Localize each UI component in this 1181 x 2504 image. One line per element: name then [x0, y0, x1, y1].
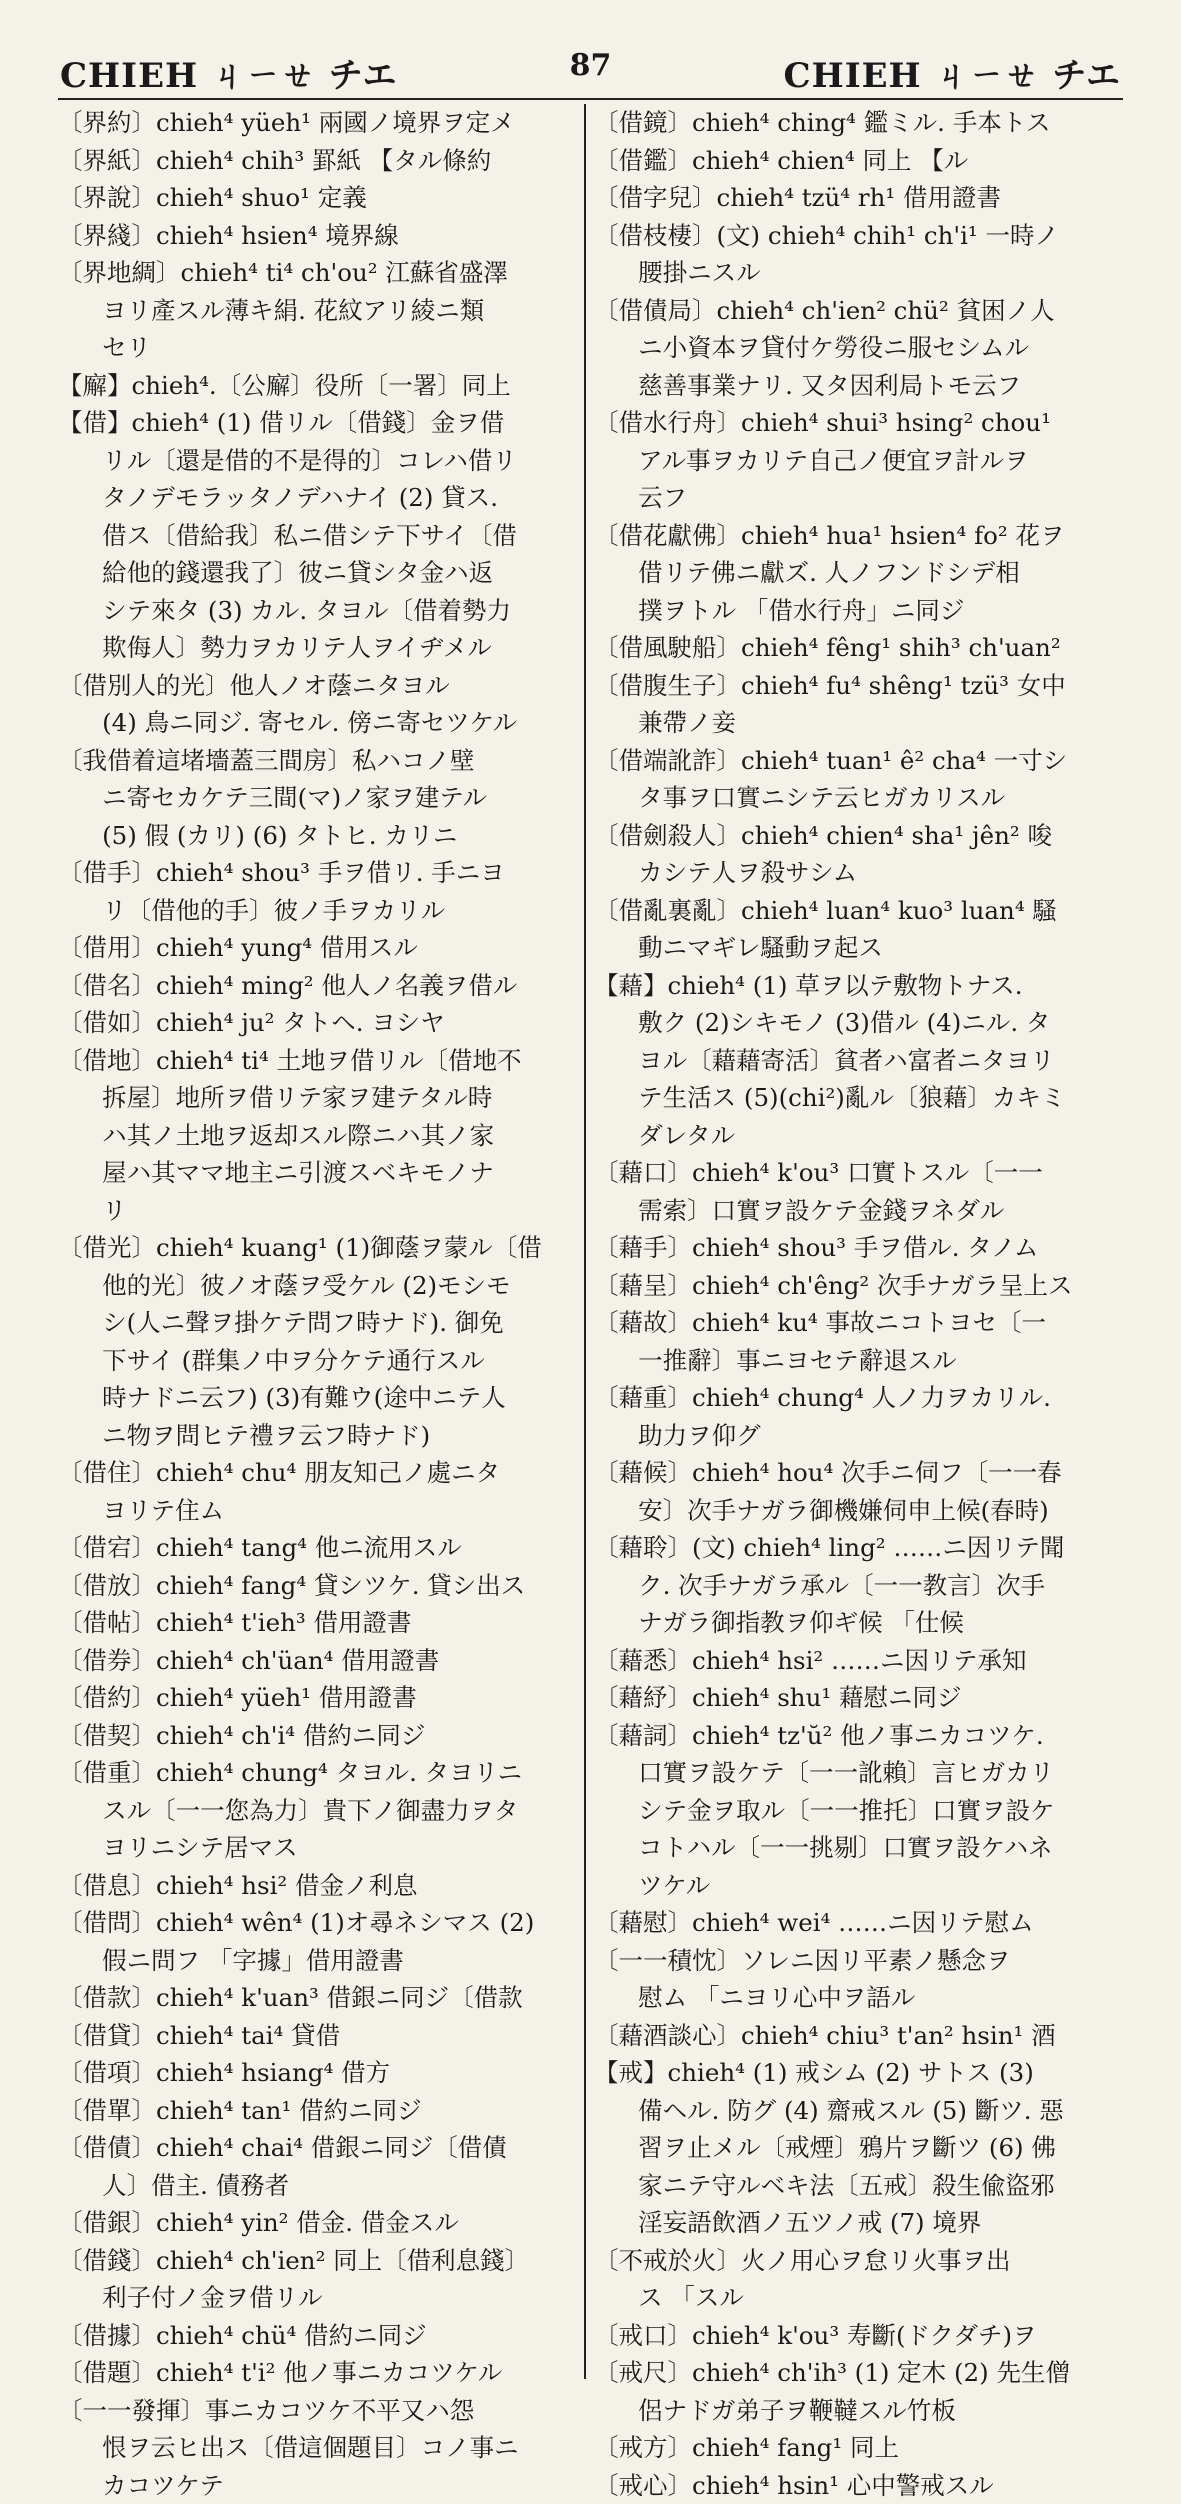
entry-line: 〔借花獻佛〕chieh⁴ hua¹ hsien⁴ fo² 花ヲ — [594, 517, 1123, 555]
entry-continuation: ツケル — [594, 1867, 1123, 1905]
entry-line: 〔借債〕chieh⁴ chai⁴ 借銀ニ同ジ〔借債 — [58, 2129, 578, 2167]
entry-continuation: ヨリ產スル薄キ絹. 花紋アリ綾ニ類 — [58, 292, 578, 330]
entry-line: 〔借帖〕chieh⁴ t'ieh³ 借用證書 — [58, 1604, 578, 1642]
entry-continuation: セリ — [58, 329, 578, 367]
entry-continuation: 習ヲ止メル〔戒煙〕鴉片ヲ斷ツ (6) 佛 — [594, 2129, 1123, 2167]
entry-continuation: 敷ク (2)シキモノ (3)借ル (4)ニル. タ — [594, 1004, 1123, 1042]
entry-line: 〔借貸〕chieh⁴ tai⁴ 貸借 — [58, 2017, 578, 2055]
entry-line: 〔借約〕chieh⁴ yüeh¹ 借用證書 — [58, 1679, 578, 1717]
entry-line: 〔借手〕chieh⁴ shou³ 手ヲ借リ. 手ニヨ — [58, 854, 578, 892]
entry-continuation: 拆屋〕地所ヲ借リテ家ヲ建テタル時 — [58, 1079, 578, 1117]
header-left-guide: CHIEH ㄐㄧㄝ チエ — [60, 48, 397, 97]
entry-line: 〔藉重〕chieh⁴ chung⁴ 人ノ力ヲカリル. — [594, 1379, 1123, 1417]
entry-line: 〔不戒於火〕火ノ用心ヲ怠リ火事ヲ出 — [594, 2242, 1123, 2280]
entry-continuation: ニ小資本ヲ貸付ケ勞役ニ服セシムル — [594, 329, 1123, 367]
entry-line: 【藉】chieh⁴ (1) 草ヲ以テ敷物トナス. — [594, 967, 1123, 1005]
entry-continuation: ヨリテ住ム — [58, 1492, 578, 1530]
entry-continuation: 需索〕口實ヲ設ケテ金錢ヲネダル — [594, 1192, 1123, 1230]
entry-line: 〔一一積忱〕ソレニ因リ平素ノ懸念ヲ — [594, 1942, 1123, 1980]
page-header — [60, 40, 1121, 100]
entry-line: 〔借別人的光〕他人ノオ蔭ニタヨル — [58, 667, 578, 705]
entry-continuation: ヨリニシテ居マス — [58, 1829, 578, 1867]
entry-line: 〔借單〕chieh⁴ tan¹ 借約ニ同ジ — [58, 2092, 578, 2130]
entry-continuation: 備ヘル. 防グ (4) 齋戒スル (5) 斷ツ. 惡 — [594, 2092, 1123, 2130]
entry-line: 〔借項〕chieh⁴ hsiang⁴ 借方 — [58, 2054, 578, 2092]
entry-continuation: 他的光〕彼ノオ蔭ヲ受ケル (2)モシモ — [58, 1267, 578, 1305]
entry-line: 〔戒口〕chieh⁴ k'ou³ 寿斷(ドクダチ)ヲ — [594, 2317, 1123, 2355]
entry-continuation: 借リテ佛ニ獻ズ. 人ノフンドシデ相 — [594, 554, 1123, 592]
entry-continuation: ナガラ御指教ヲ仰ギ候 「仕候 — [594, 1604, 1123, 1642]
entry-continuation: タ事ヲ口實ニシテ云ヒガカリスル — [594, 779, 1123, 817]
entry-continuation: アル事ヲカリテ自己ノ便宜ヲ計ルヲ — [594, 442, 1123, 480]
entry-continuation: シ(人ニ聲ヲ掛ケテ問フ時ナド). 御免 — [58, 1304, 578, 1342]
entry-continuation: ク. 次手ナガラ承ル〔一一教言〕次手 — [594, 1567, 1123, 1605]
entry-continuation: 兼帶ノ妾 — [594, 704, 1123, 742]
entry-line: 〔藉手〕chieh⁴ shou³ 手ヲ借ル. タノム — [594, 1229, 1123, 1267]
entry-line: 〔界紙〕chieh⁴ chih³ 罫紙 【タル條約 — [58, 142, 578, 180]
entry-continuation: シテ來タ (3) カル. タヨル〔借着勢力 — [58, 592, 578, 630]
entry-continuation: 屋ハ其ママ地主ニ引渡スベキモノナ — [58, 1154, 578, 1192]
entry-continuation: 下サイ (群集ノ中ヲ分ケテ通行スル — [58, 1342, 578, 1380]
page-number: 87 — [60, 48, 1121, 83]
entry-continuation: ヨル〔藉藉寄活〕貧者ハ富者ニタヨリ — [594, 1042, 1123, 1080]
entry-continuation: 一推辭〕事ニヨセテ辭退スル — [594, 1342, 1123, 1380]
entry-line: 〔界說〕chieh⁴ shuo¹ 定義 — [58, 179, 578, 217]
entry-line: 〔借地〕chieh⁴ ti⁴ 土地ヲ借リル〔借地不 — [58, 1042, 578, 1080]
entry-continuation: カコツケテ — [58, 2467, 578, 2504]
header-right-guide: CHIEH ㄐㄧㄝ チエ — [784, 48, 1121, 97]
entry-line: 〔借劍殺人〕chieh⁴ chien⁴ sha¹ jên² 唆 — [594, 817, 1123, 855]
entry-line: 【借】chieh⁴ (1) 借リル〔借錢〕金ヲ借 — [58, 404, 578, 442]
entry-continuation: 假ニ問フ 「字據」借用證書 — [58, 1942, 578, 1980]
entry-continuation: 慰ム 「ニヨリ心中ヲ語ル — [594, 1979, 1123, 2017]
entry-continuation: 欺侮人〕勢力ヲカリテ人ヲイヂメル — [58, 629, 578, 667]
entry-line: 〔借銀〕chieh⁴ yin² 借金. 借金スル — [58, 2204, 578, 2242]
entry-continuation: 家ニテ守ルベキ法〔五戒〕殺生偸盜邪 — [594, 2167, 1123, 2205]
entry-line: 〔借契〕chieh⁴ ch'i⁴ 借約ニ同ジ — [58, 1717, 578, 1755]
entry-line: 〔借款〕chieh⁴ k'uan³ 借銀ニ同ジ〔借款 — [58, 1979, 578, 2017]
entry-line: 〔借債局〕chieh⁴ ch'ien² chü² 貧困ノ人 — [594, 292, 1123, 330]
entry-line: 〔戒方〕chieh⁴ fang¹ 同上 — [594, 2429, 1123, 2467]
entry-line: 〔藉聆〕(文) chieh⁴ ling² ……ニ因リテ聞 — [594, 1529, 1123, 1567]
entry-continuation: ス 「スル — [594, 2279, 1123, 2317]
entry-line: 【廨】chieh⁴.〔公廨〕役所〔一署〕同上 — [58, 367, 578, 405]
entry-line: 〔界地綢〕chieh⁴ ti⁴ ch'ou² 江蘇省盛澤 — [58, 254, 578, 292]
entry-line: 〔借錢〕chieh⁴ ch'ien² 同上〔借利息錢〕 — [58, 2242, 578, 2280]
entry-continuation: ハ其ノ土地ヲ返却スル際ニハ其ノ家 — [58, 1117, 578, 1155]
entry-line: 〔借端訛詐〕chieh⁴ tuan¹ ê² cha⁴ 一寸シ — [594, 742, 1123, 780]
entry-continuation: ニ寄セカケテ三間(マ)ノ家ヲ建テル — [58, 779, 578, 817]
entry-line: 〔藉口〕chieh⁴ k'ou³ 口實トスル〔一一 — [594, 1154, 1123, 1192]
entry-continuation: 口實ヲ設ケテ〔一一訛賴〕言ヒガカリ — [594, 1754, 1123, 1792]
entry-line: 〔界綫〕chieh⁴ hsien⁴ 境界線 — [58, 217, 578, 255]
entry-line: 〔借鑑〕chieh⁴ chien⁴ 同上 【ル — [594, 142, 1123, 180]
entry-continuation: 人〕借主. 債務者 — [58, 2167, 578, 2205]
entry-continuation: 侶ナドガ弟子ヲ鞭韃スル竹板 — [594, 2392, 1123, 2430]
entry-continuation: コトハル〔一一挑剔〕口實ヲ設ケハネ — [594, 1829, 1123, 1867]
entry-continuation: 給他的錢還我了〕彼ニ貸シタ金ハ返 — [58, 554, 578, 592]
entry-continuation: (5) 假 (カリ) (6) タトヒ. カリニ — [58, 817, 578, 855]
entry-line: 〔藉慰〕chieh⁴ wei⁴ ……ニ因リテ慰ム — [594, 1904, 1123, 1942]
entry-line: 〔借券〕chieh⁴ ch'üan⁴ 借用證書 — [58, 1642, 578, 1680]
entry-line: 〔借光〕chieh⁴ kuang¹ (1)御蔭ヲ蒙ル〔借 — [58, 1229, 578, 1267]
entry-line: 〔藉悉〕chieh⁴ hsi² ……ニ因リテ承知 — [594, 1642, 1123, 1680]
entry-continuation: ニ物ヲ問ヒテ禮ヲ云フ時ナド) — [58, 1417, 578, 1455]
entry-continuation: (4) 鳥ニ同ジ. 寄セル. 傍ニ寄セツケル — [58, 704, 578, 742]
entry-continuation: 云フ — [594, 479, 1123, 517]
entry-continuation: リ — [58, 1192, 578, 1230]
entry-line: 〔藉酒談心〕chieh⁴ chiu³ t'an² hsin¹ 酒 — [594, 2017, 1123, 2055]
entry-continuation: 安〕次手ナガラ御機嫌伺申上候(春時) — [594, 1492, 1123, 1530]
entry-continuation: カシテ人ヲ殺サシム — [594, 854, 1123, 892]
entry-continuation: シテ金ヲ取ル〔一一推托〕口實ヲ設ケ — [594, 1792, 1123, 1830]
entry-line: 〔借宕〕chieh⁴ tang⁴ 他ニ流用スル — [58, 1529, 578, 1567]
entry-line: 〔借鏡〕chieh⁴ ching⁴ 鑑ミル. 手本トス — [594, 104, 1123, 142]
entry-line: 〔我借着這堵墻蓋三間房〕私ハコノ壁 — [58, 742, 578, 780]
entry-line: 〔借名〕chieh⁴ ming² 他人ノ名義ヲ借ル — [58, 967, 578, 1005]
entry-continuation: テ生活ス (5)(chi²)亂ル〔狼藉〕カキミ — [594, 1079, 1123, 1117]
entry-continuation: 腰掛ニスル — [594, 254, 1123, 292]
entry-line: 〔藉紓〕chieh⁴ shu¹ 藉慰ニ同ジ — [594, 1679, 1123, 1717]
entry-line: 〔藉候〕chieh⁴ hou⁴ 次手ニ伺フ〔一一春 — [594, 1454, 1123, 1492]
entry-line: 〔借息〕chieh⁴ hsi² 借金ノ利息 — [58, 1867, 578, 1905]
entry-line: 〔一一發揮〕事ニカコツケ不平又ハ怨 — [58, 2392, 578, 2430]
left-column — [58, 104, 578, 2379]
entry-line: 〔藉故〕chieh⁴ ku⁴ 事故ニコトヨセ〔一 — [594, 1304, 1123, 1342]
entry-line: 〔借用〕chieh⁴ yung⁴ 借用スル — [58, 929, 578, 967]
entry-line: 〔借字兒〕chieh⁴ tzü⁴ rh¹ 借用證書 — [594, 179, 1123, 217]
entry-continuation: 動ニマギレ騷動ヲ起ス — [594, 929, 1123, 967]
entry-continuation: リ〔借他的手〕彼ノ手ヲカリル — [58, 892, 578, 930]
entry-line: 〔藉詞〕chieh⁴ tz'ŭ² 他ノ事ニカコツケ. — [594, 1717, 1123, 1755]
entry-continuation: 助力ヲ仰グ — [594, 1417, 1123, 1455]
entry-continuation: 借ス〔借給我〕私ニ借シテ下サイ〔借 — [58, 517, 578, 555]
entry-continuation: 淫妄語飲酒ノ五ツノ戒 (7) 境界 — [594, 2204, 1123, 2242]
right-column — [594, 104, 1123, 2379]
entry-line: 〔藉呈〕chieh⁴ ch'êng² 次手ナガラ呈上ス — [594, 1267, 1123, 1305]
dictionary-columns — [58, 104, 1123, 2379]
entry-line: 〔借據〕chieh⁴ chü⁴ 借約ニ同ジ — [58, 2317, 578, 2355]
entry-continuation: 撲ヲトル 「借水行舟」ニ同ジ — [594, 592, 1123, 630]
entry-continuation: リル〔還是借的不是得的〕コレハ借リ — [58, 442, 578, 480]
entry-line: 〔界約〕chieh⁴ yüeh¹ 兩國ノ境界ヲ定メ — [58, 104, 578, 142]
entry-continuation: 利子付ノ金ヲ借リル — [58, 2279, 578, 2317]
entry-continuation: ダレタル — [594, 1117, 1123, 1155]
entry-continuation: 恨ヲ云ヒ出ス〔借這個題目〕コノ事ニ — [58, 2429, 578, 2467]
entry-line: 〔借水行舟〕chieh⁴ shui³ hsing² chou¹ — [594, 404, 1123, 442]
entry-line: 〔借重〕chieh⁴ chung⁴ タヨル. タヨリニ — [58, 1754, 578, 1792]
entry-line: 〔借題〕chieh⁴ t'i² 他ノ事ニカコツケル — [58, 2354, 578, 2392]
entry-line: 〔借如〕chieh⁴ ju² タトヘ. ヨシヤ — [58, 1004, 578, 1042]
entry-line: 〔戒心〕chieh⁴ hsin¹ 心中警戒スル — [594, 2467, 1123, 2504]
header-rule — [58, 98, 1123, 100]
entry-line: 〔借枝棲〕(文) chieh⁴ chih¹ ch'i¹ 一時ノ — [594, 217, 1123, 255]
entry-continuation: 慈善事業ナリ. 又タ因利局トモ云フ — [594, 367, 1123, 405]
entry-continuation: タノデモラッタノデハナイ (2) 貸ス. — [58, 479, 578, 517]
entry-continuation: 時ナドニ云フ) (3)有難ウ(途中ニテ人 — [58, 1379, 578, 1417]
entry-line: 【戒】chieh⁴ (1) 戒シム (2) サトス (3) — [594, 2054, 1123, 2092]
entry-line: 〔借腹生子〕chieh⁴ fu⁴ shêng¹ tzü³ 女中 — [594, 667, 1123, 705]
column-divider — [584, 104, 586, 2379]
entry-continuation: スル〔一一您為力〕貴下ノ御盡力ヲタ — [58, 1792, 578, 1830]
entry-line: 〔借亂裏亂〕chieh⁴ luan⁴ kuo³ luan⁴ 騷 — [594, 892, 1123, 930]
entry-line: 〔借住〕chieh⁴ chu⁴ 朋友知己ノ處ニタ — [58, 1454, 578, 1492]
entry-line: 〔借風駛船〕chieh⁴ fêng¹ shih³ ch'uan² — [594, 629, 1123, 667]
entry-line: 〔借問〕chieh⁴ wên⁴ (1)オ尋ネシマス (2) — [58, 1904, 578, 1942]
entry-line: 〔借放〕chieh⁴ fang⁴ 貸シツケ. 貸シ出ス — [58, 1567, 578, 1605]
entry-line: 〔戒尺〕chieh⁴ ch'ih³ (1) 定木 (2) 先生僧 — [594, 2354, 1123, 2392]
